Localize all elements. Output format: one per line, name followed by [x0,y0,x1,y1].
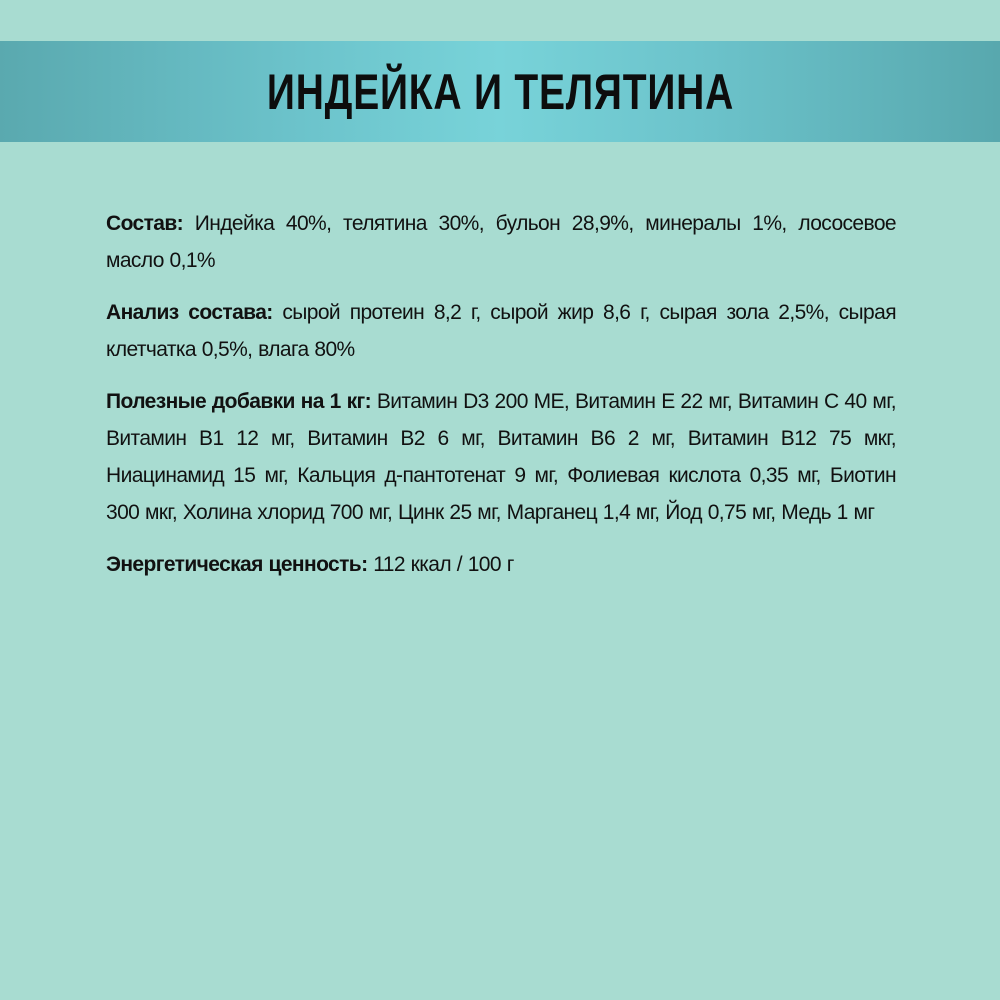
additives-paragraph [106,383,896,531]
additives-text: Витамин D3 200 МЕ, Витамин Е 22 мг, Витамин С 40 мг, Витамин В1 12 мг, Витамин В2 6 мг, Витамин В6 2 мг, Витамин В12 75 мкг, Ниацинамид 15 мг, Кальция д-пантотенат 9 мг, Фолиевая кислота 0,35 мг, Биотин 300 мкг, Холина хлорид 700 мг, Цинк 25 мг, Марганец 1,4 мг, Йод 0,75 мг, Медь 1 мг [106,390,896,524]
composition-text: Индейка 40%, телятина 30%, бульон 28,9%, минералы 1%, лососевое масло 0,1% [106,212,896,272]
composition-label: Состав: [106,212,184,235]
energy-text: 112 ккал / 100 г [367,553,514,576]
analysis-text: сырой протеин 8,2 г, сырой жир 8,6 г, сырая зола 2,5%, сырая клетчатка 0,5%, влага 80% [106,301,896,361]
additives-label: Полезные добавки на 1 кг: [106,390,372,413]
analysis-paragraph [106,294,896,368]
energy-label: Энергетическая ценность: [106,553,368,576]
page-title: ИНДЕЙКА И ТЕЛЯТИНА [266,63,734,120]
energy-paragraph [106,546,896,583]
product-description [106,205,896,598]
title-banner [0,41,1000,142]
analysis-label: Анализ состава: [106,301,273,324]
composition-paragraph [106,205,896,279]
